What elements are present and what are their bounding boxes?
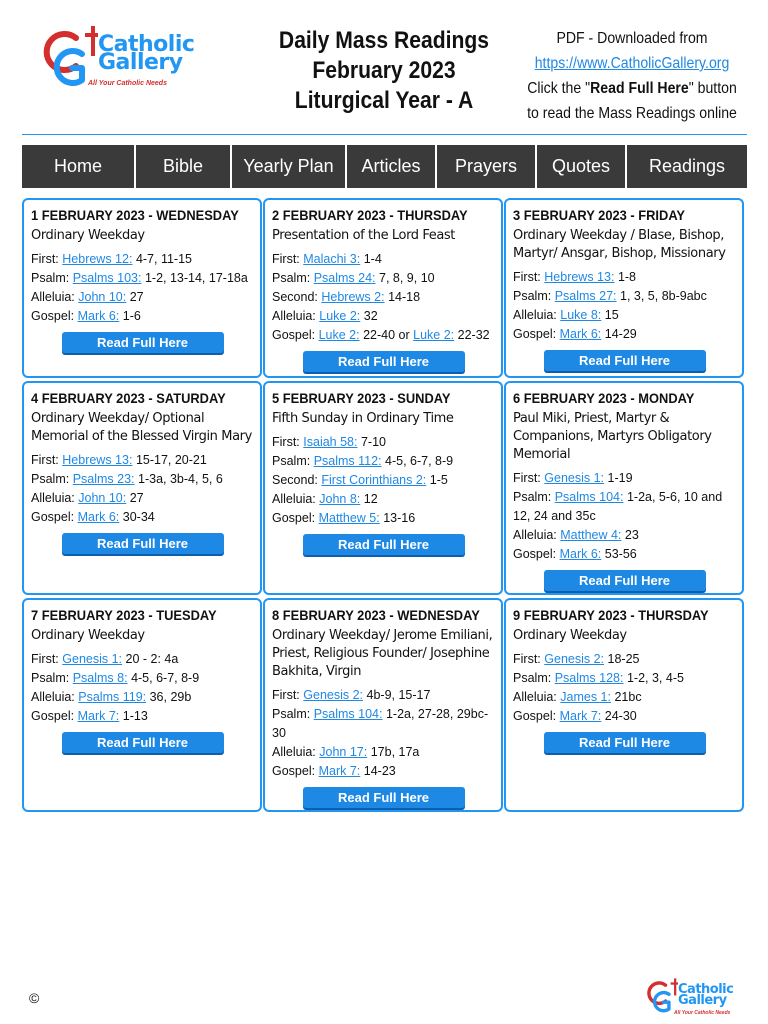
reading-verses: 1-19 bbox=[607, 471, 633, 485]
read-full-here-button[interactable]: Read Full Here bbox=[544, 570, 706, 591]
logo-word-bottom: Gallery bbox=[98, 50, 183, 75]
scripture-link[interactable]: Psalms 23: bbox=[72, 472, 135, 486]
reading-label: Psalm: bbox=[31, 271, 70, 285]
card-feast: Ordinary Weekday / Blase, Bishop, Martyr/ Ansgar, Bishop, Missionary bbox=[513, 228, 726, 261]
reading-line bbox=[31, 250, 254, 269]
reading-verses: 15 bbox=[604, 308, 619, 322]
card-date: 8 FEBRUARY 2023 - WEDNESDAY bbox=[272, 607, 480, 623]
reading-card bbox=[22, 381, 262, 595]
pdf-info-line-4: to read the Mass Readings online bbox=[527, 105, 737, 122]
reading-label: Psalm: bbox=[31, 472, 70, 486]
reading-verses: 4-5, 6-7, 8-9 bbox=[131, 671, 200, 685]
reading-line bbox=[31, 508, 254, 527]
reading-line bbox=[272, 471, 495, 490]
reading-verses: 1-13 bbox=[122, 709, 148, 723]
reading-line bbox=[272, 490, 495, 509]
reading-label: Psalm: bbox=[513, 490, 552, 504]
reading-verses: 1-2a, 5-6, 10 and 12, 24 and 35c bbox=[513, 490, 723, 523]
scripture-link[interactable]: Genesis 2: bbox=[303, 688, 364, 702]
reading-label: Gospel: bbox=[513, 709, 557, 723]
cg-monogram-icon bbox=[644, 976, 678, 1016]
scripture-link[interactable]: Psalms 119: bbox=[78, 690, 147, 704]
card-readings bbox=[272, 433, 495, 528]
reading-line bbox=[272, 509, 495, 528]
scripture-link[interactable]: James 1: bbox=[560, 690, 611, 704]
scripture-link[interactable]: Mark 7: bbox=[318, 764, 361, 778]
card-date: 2 FEBRUARY 2023 - THURSDAY bbox=[272, 207, 468, 223]
reading-verses: 4-7, 11-15 bbox=[135, 252, 192, 266]
read-full-here-button[interactable]: Read Full Here bbox=[303, 351, 465, 372]
reading-verses: 1-6 bbox=[122, 309, 141, 323]
scripture-link[interactable]: Isaiah 58: bbox=[303, 435, 358, 449]
reading-verses: 1, 3, 5, 8b-9abc bbox=[620, 289, 707, 303]
reading-verses: 23 bbox=[624, 528, 639, 542]
reading-verses: 4-5, 6-7, 8-9 bbox=[385, 454, 454, 468]
reading-verses: 22-40 or bbox=[363, 328, 410, 342]
reading-verses: 7, 8, 9, 10 bbox=[379, 271, 435, 285]
reading-verses: 32 bbox=[363, 309, 378, 323]
reading-label: Gospel: bbox=[513, 547, 557, 561]
read-full-here-button[interactable]: Read Full Here bbox=[544, 350, 706, 371]
reading-line bbox=[513, 707, 736, 726]
reading-line bbox=[513, 306, 736, 325]
scripture-link[interactable]: Psalms 104: bbox=[554, 490, 624, 504]
reading-verses: 1-8 bbox=[617, 270, 637, 284]
reading-line bbox=[513, 526, 736, 545]
reading-line bbox=[272, 250, 495, 269]
reading-line bbox=[513, 688, 736, 707]
reading-line bbox=[272, 288, 495, 307]
scripture-link[interactable]: Hebrews 13: bbox=[62, 453, 133, 467]
logo-tagline: All Your Catholic Needs bbox=[674, 1010, 731, 1016]
reading-card bbox=[504, 381, 744, 595]
reading-verses: 1-2a, 27-28, 29bc-30 bbox=[272, 707, 489, 740]
reading-verses: 21bc bbox=[614, 690, 642, 704]
scripture-link[interactable]: Matthew 5: bbox=[318, 511, 380, 525]
reading-card bbox=[263, 381, 503, 595]
card-date: 1 FEBRUARY 2023 - WEDNESDAY bbox=[31, 207, 239, 223]
card-feast: Fifth Sunday in Ordinary Time bbox=[272, 411, 454, 426]
pdf-info-text: Click the " bbox=[527, 80, 591, 97]
reading-verses: 36, 29b bbox=[149, 690, 192, 704]
reading-line bbox=[513, 469, 736, 488]
reading-label: First: bbox=[513, 652, 541, 666]
reading-line bbox=[272, 743, 495, 762]
pdf-download-info bbox=[512, 26, 751, 126]
reading-card bbox=[504, 598, 744, 812]
reading-verses: 14-29 bbox=[604, 327, 637, 341]
card-readings bbox=[513, 650, 736, 726]
scripture-link[interactable]: Luke 2: bbox=[319, 309, 361, 323]
scripture-link[interactable]: Mark 7: bbox=[559, 709, 602, 723]
reading-line bbox=[31, 451, 254, 470]
reading-line bbox=[272, 433, 495, 452]
reading-label: First: bbox=[272, 435, 300, 449]
reading-line bbox=[513, 268, 736, 287]
copyright-symbol: © bbox=[29, 990, 40, 1006]
reading-verses: 13-16 bbox=[383, 511, 416, 525]
logo-word-top: Catholic bbox=[98, 32, 195, 57]
reading-card bbox=[22, 198, 262, 378]
reading-line bbox=[272, 762, 495, 781]
reading-label: Gospel: bbox=[31, 709, 75, 723]
card-feast: Paul Miki, Priest, Martyr & Companions, Martyrs Obligatory Memorial bbox=[513, 411, 712, 462]
reading-verses: 24-30 bbox=[604, 709, 637, 723]
reading-label: Alleluia: bbox=[31, 491, 75, 505]
card-readings bbox=[31, 250, 254, 326]
reading-label: Gospel: bbox=[272, 764, 316, 778]
card-date: 5 FEBRUARY 2023 - SUNDAY bbox=[272, 390, 451, 406]
scripture-link[interactable]: Luke 2: bbox=[413, 328, 455, 342]
reading-label: First: bbox=[31, 453, 59, 467]
scripture-link[interactable]: Psalms 128: bbox=[554, 671, 624, 685]
nav-item-bible[interactable]: Bible bbox=[136, 145, 232, 188]
reading-line bbox=[31, 269, 254, 288]
reading-card bbox=[22, 598, 262, 812]
reading-line bbox=[31, 650, 254, 669]
scripture-link[interactable]: Mark 6: bbox=[559, 327, 602, 341]
catholic-gallery-link[interactable]: https://www.CatholicGallery.org bbox=[534, 55, 730, 72]
nav-item-yearly-plan[interactable]: Yearly Plan bbox=[232, 145, 347, 188]
reading-verses: 20 - 2: 4a bbox=[125, 652, 179, 666]
reading-verses: 17b, 17a bbox=[370, 745, 420, 759]
title-line-3: Liturgical Year - A bbox=[294, 87, 474, 114]
scripture-link[interactable]: Hebrews 2: bbox=[321, 290, 385, 304]
reading-line bbox=[513, 488, 736, 526]
pdf-info-bold: Read Full Here bbox=[590, 80, 689, 97]
read-full-here-button[interactable]: Read Full Here bbox=[62, 732, 224, 753]
scripture-link[interactable]: Hebrews 12: bbox=[62, 252, 133, 266]
reading-verses: 14-18 bbox=[388, 290, 421, 304]
card-readings bbox=[513, 268, 736, 344]
card-date: 4 FEBRUARY 2023 - SATURDAY bbox=[31, 390, 226, 406]
reading-verses: 27 bbox=[129, 290, 144, 304]
reading-line bbox=[31, 470, 254, 489]
reading-label: Alleluia: bbox=[513, 528, 557, 542]
pdf-info-line-3 bbox=[512, 76, 751, 101]
reading-label: First: bbox=[31, 252, 59, 266]
logo-word-bottom: Gallery bbox=[678, 993, 727, 1008]
scripture-link[interactable]: Malachi 3: bbox=[303, 252, 361, 266]
card-feast: Ordinary Weekday/ Jerome Emiliani, Priest, Religious Founder/ Josephine Bakhita, Virgin bbox=[272, 628, 493, 679]
reading-verses: 12 bbox=[363, 492, 378, 506]
reading-line bbox=[272, 686, 495, 705]
logo-tagline: All Your Catholic Needs bbox=[88, 80, 167, 87]
reading-label: Psalm: bbox=[513, 289, 552, 303]
reading-label: Gospel: bbox=[31, 309, 75, 323]
scripture-link[interactable]: Luke 2: bbox=[318, 328, 360, 342]
reading-line bbox=[513, 545, 736, 564]
reading-verses: 1-5 bbox=[429, 473, 448, 487]
scripture-link[interactable]: Mark 6: bbox=[559, 547, 602, 561]
reading-verses: 1-2, 3, 4-5 bbox=[626, 671, 684, 685]
reading-label: First: bbox=[272, 252, 300, 266]
page-title bbox=[277, 26, 492, 116]
reading-verses: 22-32 bbox=[457, 328, 490, 342]
logo-word-top: Catholic bbox=[678, 982, 734, 997]
reading-label: Psalm: bbox=[272, 707, 311, 721]
catholic-gallery-logo[interactable] bbox=[38, 24, 218, 94]
card-feast: Ordinary Weekday bbox=[513, 628, 627, 643]
reading-line bbox=[513, 669, 736, 688]
reading-label: First: bbox=[513, 270, 541, 284]
scripture-link[interactable]: John 10: bbox=[78, 290, 127, 304]
scripture-link[interactable]: Psalms 104: bbox=[313, 707, 383, 721]
reading-label: Alleluia: bbox=[272, 745, 316, 759]
reading-label: Gospel: bbox=[513, 327, 557, 341]
card-readings bbox=[31, 650, 254, 726]
reading-label: Alleluia: bbox=[513, 690, 557, 704]
reading-verses: 15-17, 20-21 bbox=[135, 453, 207, 467]
reading-verses: 27 bbox=[129, 491, 144, 505]
scripture-link[interactable]: Hebrews 13: bbox=[544, 270, 615, 284]
pdf-info-text: " button bbox=[688, 80, 737, 97]
main-nav bbox=[22, 145, 747, 188]
reading-label: Alleluia: bbox=[31, 290, 75, 304]
reading-line bbox=[272, 326, 495, 345]
reading-label: Gospel: bbox=[272, 328, 316, 342]
nav-item-articles[interactable]: Articles bbox=[347, 145, 437, 188]
card-readings bbox=[272, 250, 495, 345]
scripture-link[interactable]: Psalms 27: bbox=[554, 289, 617, 303]
scripture-link[interactable]: Matthew 4: bbox=[560, 528, 622, 542]
card-readings bbox=[272, 686, 495, 781]
scripture-link[interactable]: John 8: bbox=[319, 492, 361, 506]
read-full-here-button[interactable]: Read Full Here bbox=[544, 732, 706, 753]
scripture-link[interactable]: John 10: bbox=[78, 491, 127, 505]
card-feast: Ordinary Weekday bbox=[31, 628, 145, 643]
reading-verses: 1-2, 13-14, 17-18a bbox=[144, 271, 248, 285]
reading-label: Second: bbox=[272, 473, 318, 487]
reading-line bbox=[31, 288, 254, 307]
reading-label: Alleluia: bbox=[272, 492, 316, 506]
scripture-link[interactable]: Genesis 2: bbox=[544, 652, 605, 666]
scripture-link[interactable]: Psalms 112: bbox=[313, 454, 382, 468]
scripture-link[interactable]: Psalms 103: bbox=[72, 271, 142, 285]
scripture-link[interactable]: Genesis 1: bbox=[62, 652, 123, 666]
card-date: 6 FEBRUARY 2023 - MONDAY bbox=[513, 390, 695, 406]
scripture-link[interactable]: Psalms 24: bbox=[313, 271, 376, 285]
scripture-link[interactable]: Mark 6: bbox=[77, 309, 120, 323]
scripture-link[interactable]: Psalms 8: bbox=[72, 671, 128, 685]
read-full-here-button[interactable]: Read Full Here bbox=[303, 787, 465, 808]
reading-label: First: bbox=[513, 471, 541, 485]
reading-verses: 14-23 bbox=[363, 764, 396, 778]
reading-line bbox=[31, 688, 254, 707]
title-line-1: Daily Mass Readings bbox=[278, 27, 490, 54]
reading-line bbox=[513, 650, 736, 669]
nav-item-home[interactable]: Home bbox=[22, 145, 136, 188]
reading-label: Psalm: bbox=[272, 271, 311, 285]
reading-label: Gospel: bbox=[31, 510, 75, 524]
reading-line bbox=[272, 307, 495, 326]
card-feast: Ordinary Weekday/ Optional Memorial of the Blessed Virgin Mary bbox=[31, 411, 252, 444]
reading-card bbox=[263, 598, 503, 812]
reading-card bbox=[504, 198, 744, 378]
scripture-link[interactable]: John 17: bbox=[319, 745, 368, 759]
reading-label: Psalm: bbox=[31, 671, 70, 685]
reading-label: Second: bbox=[272, 290, 318, 304]
card-readings bbox=[513, 469, 736, 564]
reading-verses: 18-25 bbox=[607, 652, 640, 666]
card-readings bbox=[31, 451, 254, 527]
footer-logo[interactable] bbox=[644, 976, 754, 1020]
card-feast: Ordinary Weekday bbox=[31, 228, 145, 243]
reading-verses: 4b-9, 15-17 bbox=[366, 688, 431, 702]
nav-item-prayers[interactable]: Prayers bbox=[437, 145, 537, 188]
reading-line bbox=[31, 489, 254, 508]
reading-verses: 1-4 bbox=[363, 252, 382, 266]
reading-line bbox=[31, 707, 254, 726]
scripture-link[interactable]: Genesis 1: bbox=[544, 471, 605, 485]
reading-card bbox=[263, 198, 503, 378]
header-divider bbox=[22, 134, 747, 135]
read-full-here-button[interactable]: Read Full Here bbox=[303, 534, 465, 555]
reading-verses: 53-56 bbox=[604, 547, 637, 561]
nav-item-quotes[interactable]: Quotes bbox=[537, 145, 627, 188]
reading-label: Psalm: bbox=[272, 454, 311, 468]
reading-label: First: bbox=[272, 688, 300, 702]
reading-verses: 7-10 bbox=[360, 435, 386, 449]
reading-label: Alleluia: bbox=[272, 309, 316, 323]
card-date: 7 FEBRUARY 2023 - TUESDAY bbox=[31, 607, 217, 623]
read-full-here-button[interactable]: Read Full Here bbox=[62, 533, 224, 554]
reading-label: Alleluia: bbox=[31, 690, 75, 704]
card-date: 9 FEBRUARY 2023 - THURSDAY bbox=[513, 607, 709, 623]
reading-line bbox=[513, 325, 736, 344]
reading-label: Gospel: bbox=[272, 511, 316, 525]
scripture-link[interactable]: First Corinthians 2: bbox=[321, 473, 427, 487]
scripture-link[interactable]: Luke 8: bbox=[560, 308, 602, 322]
card-feast: Presentation of the Lord Feast bbox=[272, 228, 455, 243]
reading-line bbox=[513, 287, 736, 306]
nav-item-readings[interactable]: Readings bbox=[648, 156, 726, 176]
reading-label: Psalm: bbox=[513, 671, 552, 685]
card-date: 3 FEBRUARY 2023 - FRIDAY bbox=[513, 207, 686, 223]
reading-verses: 1-3a, 3b-4, 5, 6 bbox=[138, 472, 223, 486]
reading-line bbox=[272, 452, 495, 471]
scripture-link[interactable]: Mark 6: bbox=[77, 510, 120, 524]
reading-label: Alleluia: bbox=[513, 308, 557, 322]
title-line-2: February 2023 bbox=[312, 57, 456, 84]
reading-label: First: bbox=[31, 652, 59, 666]
reading-line bbox=[272, 269, 495, 288]
reading-line bbox=[31, 307, 254, 326]
reading-line bbox=[31, 669, 254, 688]
reading-line bbox=[272, 705, 495, 743]
read-full-here-button[interactable]: Read Full Here bbox=[62, 332, 224, 353]
reading-verses: 30-34 bbox=[122, 510, 155, 524]
scripture-link[interactable]: Mark 7: bbox=[77, 709, 120, 723]
pdf-info-line-1: PDF - Downloaded from bbox=[556, 30, 708, 47]
